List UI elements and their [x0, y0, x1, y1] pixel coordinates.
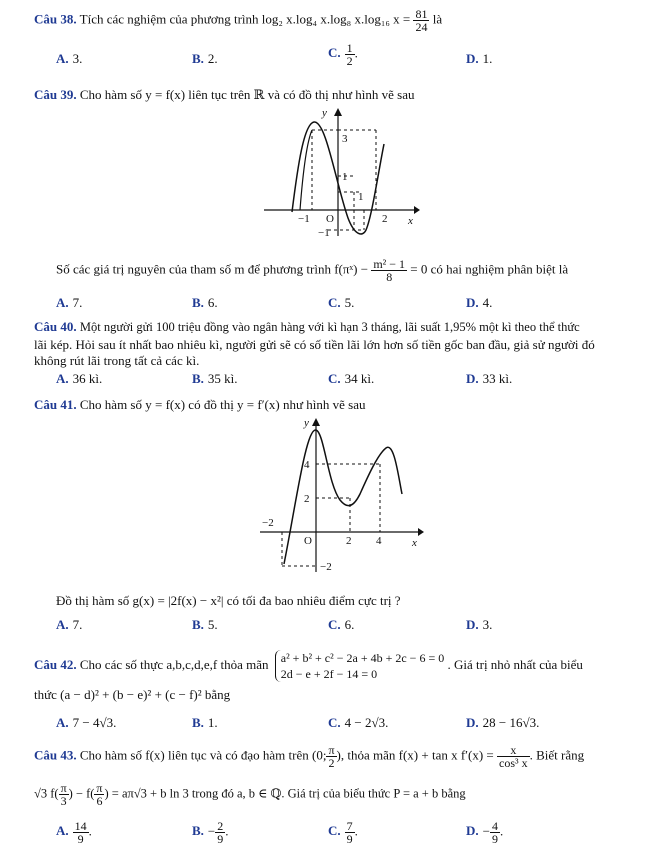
q39-option-c[interactable] — [328, 294, 354, 312]
q43-interval-right: ), — [336, 747, 345, 763]
option-letter: B. — [192, 617, 204, 632]
q42-option-d[interactable] — [466, 714, 539, 732]
q43-interval-left: (0; — [312, 747, 327, 763]
q40-option-c[interactable] — [328, 370, 374, 388]
q39-option-b[interactable] — [192, 294, 218, 312]
q43-option-c[interactable] — [328, 820, 358, 845]
q38-label: Câu 38. — [34, 11, 77, 27]
q43-l2-frac2 — [94, 782, 104, 807]
q43-cond-den: cos³ x — [499, 756, 528, 770]
q40-option-d[interactable] — [466, 370, 512, 388]
option-letter: A. — [56, 617, 69, 632]
q43-l2-den2: 6 — [96, 794, 103, 808]
option-value: 4. — [482, 295, 493, 310]
q43-option-a[interactable] — [56, 820, 92, 845]
option-value: 4 − 2√3. — [344, 715, 389, 730]
option-letter: B. — [192, 51, 204, 66]
option-frac-num: 7 — [346, 819, 353, 833]
q39-text: Cho hàm số y = f(x) liên tục trên ℝ và có đồ thị như hình vẽ sau — [79, 87, 415, 102]
q42-label: Câu 42. — [34, 656, 77, 672]
q38-stem — [34, 8, 632, 33]
q42-option-a[interactable] — [56, 714, 116, 732]
option-letter: C. — [328, 823, 341, 839]
option-tail: . — [354, 45, 358, 61]
q41-question: Đồ thị hàm số g(x) = |2f(x) − x²| có tối đa bao nhiêu điểm cực trị ? — [56, 593, 401, 608]
q39-option-d[interactable] — [466, 294, 492, 312]
option-letter: B. — [192, 295, 204, 310]
q39-tick-neg1x: −1 — [298, 213, 310, 225]
q42-text-after: . Giá trị nhỏ nhất của biểu — [447, 656, 583, 672]
q40-label: Câu 40. — [34, 319, 77, 334]
q43-l2-den1: 3 — [60, 794, 67, 808]
q43-text: Cho hàm số f(x) liên tục và có đạo hàm trên — [79, 747, 309, 763]
option-letter: B. — [192, 715, 204, 730]
option-value: 6. — [207, 295, 218, 310]
q42-equation-1: a² + b² + c² − 2a + 4b + 2c − 6 = 0 — [280, 651, 445, 665]
q43-option-d[interactable] — [466, 820, 503, 845]
option-frac-den: 9 — [77, 832, 84, 846]
q39-frac-num: m² − 1 — [373, 257, 406, 271]
q41-tick-2y: 2 — [304, 493, 310, 505]
option-value: 7 − 4√3. — [72, 715, 117, 730]
q40-line3: không rút lãi trong tất cả các kì. — [34, 353, 200, 368]
q43-line2 — [34, 782, 632, 807]
q41-label: Câu 41. — [34, 397, 77, 412]
q39-tick-1b: 1 — [358, 191, 364, 203]
q39-graph — [262, 104, 422, 244]
option-letter: D. — [466, 295, 479, 310]
q41-y-arrow — [312, 418, 320, 426]
option-fraction — [215, 820, 225, 845]
option-value: 28 − 16√3. — [482, 715, 540, 730]
q39-x-label: x — [408, 215, 413, 227]
option-tail: . — [225, 823, 229, 839]
q39-tick-1: 1 — [342, 171, 348, 183]
q41-curve — [284, 430, 402, 564]
q38-option-c[interactable] — [328, 42, 358, 67]
q39-origin: O — [326, 213, 334, 225]
option-tail: . — [88, 823, 92, 839]
option-frac-den: 9 — [217, 832, 224, 846]
q43-label: Câu 43. — [34, 747, 77, 763]
option-letter: D. — [466, 715, 479, 730]
option-letter: A. — [56, 295, 69, 310]
q39-eq-right: = 0 có hai nghiệm phân biệt là — [410, 261, 569, 277]
q43-cond-num: x — [497, 744, 530, 757]
q39-option-a[interactable] — [56, 294, 82, 312]
option-value: 2. — [207, 51, 218, 66]
q38-option-b[interactable] — [192, 50, 218, 68]
option-value: 5. — [344, 295, 355, 310]
q42-text: Cho các số thực a,b,c,d,e,f thỏa mãn — [79, 656, 269, 672]
q39-label: Câu 39. — [34, 87, 77, 102]
q41-tick-4: 4 — [304, 459, 310, 471]
q39-question — [56, 258, 632, 283]
q41-tick-4x: 4 — [376, 535, 382, 547]
option-frac-num: 14 — [74, 819, 87, 833]
q41-option-b[interactable] — [192, 616, 218, 634]
option-letter: D. — [466, 617, 479, 632]
q42-system — [275, 650, 444, 682]
q38-text: Tích các nghiệm của phương trình — [79, 11, 259, 27]
q41-tick-neg2x: −2 — [262, 517, 274, 529]
q41-option-a[interactable] — [56, 616, 82, 634]
option-tail: . — [499, 823, 504, 839]
q43-option-b[interactable] — [192, 820, 229, 845]
q41-tick-2x: 2 — [346, 535, 352, 547]
option-value: 35 kì. — [207, 371, 238, 386]
q38-equation: log₂ x.log₄ x.log₈ x.log₁₆ x = — [261, 11, 411, 27]
q38-option-a[interactable] — [56, 50, 82, 68]
q38-fraction — [413, 8, 429, 33]
q41-x-arrow — [418, 528, 424, 536]
q39-question-text: Số các giá trị nguyên của tham số m để phương trình — [56, 261, 331, 277]
option-letter: A. — [56, 823, 69, 839]
option-value: 3. — [72, 51, 83, 66]
q39-tick-neg1y: −1 — [318, 227, 330, 239]
option-value: 7. — [72, 295, 83, 310]
q39-stem — [34, 86, 632, 104]
q43-l2-num1: π — [60, 781, 67, 795]
q39-tick-3: 3 — [342, 133, 348, 145]
option-letter: C. — [328, 295, 341, 310]
option-value: 7. — [72, 617, 83, 632]
q43-interval-frac — [326, 744, 336, 769]
q39-fraction — [371, 258, 407, 283]
q40-stem — [34, 318, 632, 336]
q41-x-label: x — [412, 537, 417, 549]
option-letter: D. — [466, 371, 479, 386]
q40-option-a[interactable] — [56, 370, 102, 388]
q41-graph — [258, 414, 428, 574]
q40-option-b[interactable] — [192, 370, 238, 388]
q41-stem — [34, 396, 632, 414]
q39-x-arrow — [414, 206, 420, 214]
q43-l2-b: ) − f( — [68, 786, 95, 801]
option-letter: C. — [328, 617, 341, 632]
option-letter: C. — [328, 371, 341, 386]
option-value: 5. — [207, 617, 218, 632]
q41-option-d[interactable] — [466, 616, 492, 634]
q39-y-arrow — [334, 108, 342, 116]
q40-line1: Một người gửi 100 triệu đồng vào ngân hàng với kì hạn 3 tháng, lãi suất 1,95% một kì theo thể thức — [79, 320, 580, 334]
option-fraction — [490, 820, 500, 845]
q41-option-c[interactable] — [328, 616, 354, 634]
q38-text-after: là — [432, 11, 443, 27]
q39-curve-branch — [300, 130, 312, 210]
q39-tick-2: 2 — [382, 213, 388, 225]
q43-condition: thỏa mãn f(x) + tan x f′(x) = — [347, 747, 494, 763]
option-frac-den: 2 — [346, 54, 353, 68]
option-frac-den: 9 — [346, 832, 353, 846]
q43-interval-den: 2 — [328, 756, 335, 770]
q42-line2: thức (a − d)² + (b − e)² + (c − f)² bằng — [34, 687, 231, 702]
option-sign: − — [482, 823, 490, 839]
option-letter: C. — [328, 45, 341, 61]
q42-stem — [34, 650, 632, 682]
q43-interval-num: π — [328, 743, 335, 757]
q41-y-label: y — [304, 417, 309, 429]
option-letter: D. — [466, 823, 479, 839]
option-value: 36 kì. — [72, 371, 103, 386]
option-value: 1. — [482, 51, 493, 66]
q43-l2-frac1 — [59, 782, 69, 807]
q43-l2-num2: π — [96, 781, 103, 795]
option-fraction — [345, 820, 355, 845]
q39-frac-den: 8 — [386, 270, 393, 284]
q43-l2-c: ) = aπ√3 + b ln 3 trong đó a, b ∈ ℚ. Giá trị của biểu thức P = a + b bằng — [104, 786, 466, 801]
option-letter: A. — [56, 715, 69, 730]
q43-cond-after: . Biết rằng — [529, 747, 585, 763]
q38-option-d[interactable] — [466, 50, 492, 68]
option-value: 3. — [482, 617, 493, 632]
q41-tick-neg2y: −2 — [320, 561, 332, 573]
option-letter: B. — [192, 823, 204, 839]
option-frac-num: 1 — [346, 41, 353, 55]
option-value: 6. — [344, 617, 355, 632]
q38-frac-num: 81 — [415, 7, 428, 21]
option-letter: C. — [328, 715, 341, 730]
option-tail: . — [354, 823, 358, 839]
q41-origin: O — [304, 535, 312, 547]
option-value: 34 kì. — [344, 371, 375, 386]
q43-l2-a: √3 f( — [34, 786, 59, 801]
q42-equation-2: 2d − e + 2f − 14 = 0 — [280, 667, 378, 681]
q39-y-label: y — [322, 107, 327, 119]
q43-stem — [34, 744, 632, 769]
q41-text: Cho hàm số y = f(x) có đồ thị y = f′(x) như hình vẽ sau — [79, 397, 366, 412]
option-letter: B. — [192, 371, 204, 386]
option-value: 33 kì. — [482, 371, 513, 386]
q38-frac-den: 24 — [415, 20, 428, 34]
option-sign: − — [207, 823, 216, 839]
option-letter: A. — [56, 371, 69, 386]
option-frac-den: 9 — [491, 832, 498, 846]
option-value: 1. — [207, 715, 218, 730]
q42-option-b[interactable] — [192, 714, 218, 732]
q42-option-c[interactable] — [328, 714, 388, 732]
option-letter: A. — [56, 51, 69, 66]
option-fraction — [345, 42, 355, 67]
option-fraction — [73, 820, 89, 845]
option-letter: D. — [466, 51, 479, 66]
q43-cond-frac — [497, 744, 530, 769]
option-frac-num: 2 — [217, 819, 224, 833]
q39-eq-left: f(πˣ) − — [334, 261, 369, 277]
q40-line2: lãi kép. Hỏi sau ít nhất bao nhiêu kì, người gửi sẽ có số tiền lãi lớn hơn số tiền gốc ban đầu, giả sử người đó — [34, 337, 595, 352]
option-frac-num: 4 — [491, 819, 498, 833]
